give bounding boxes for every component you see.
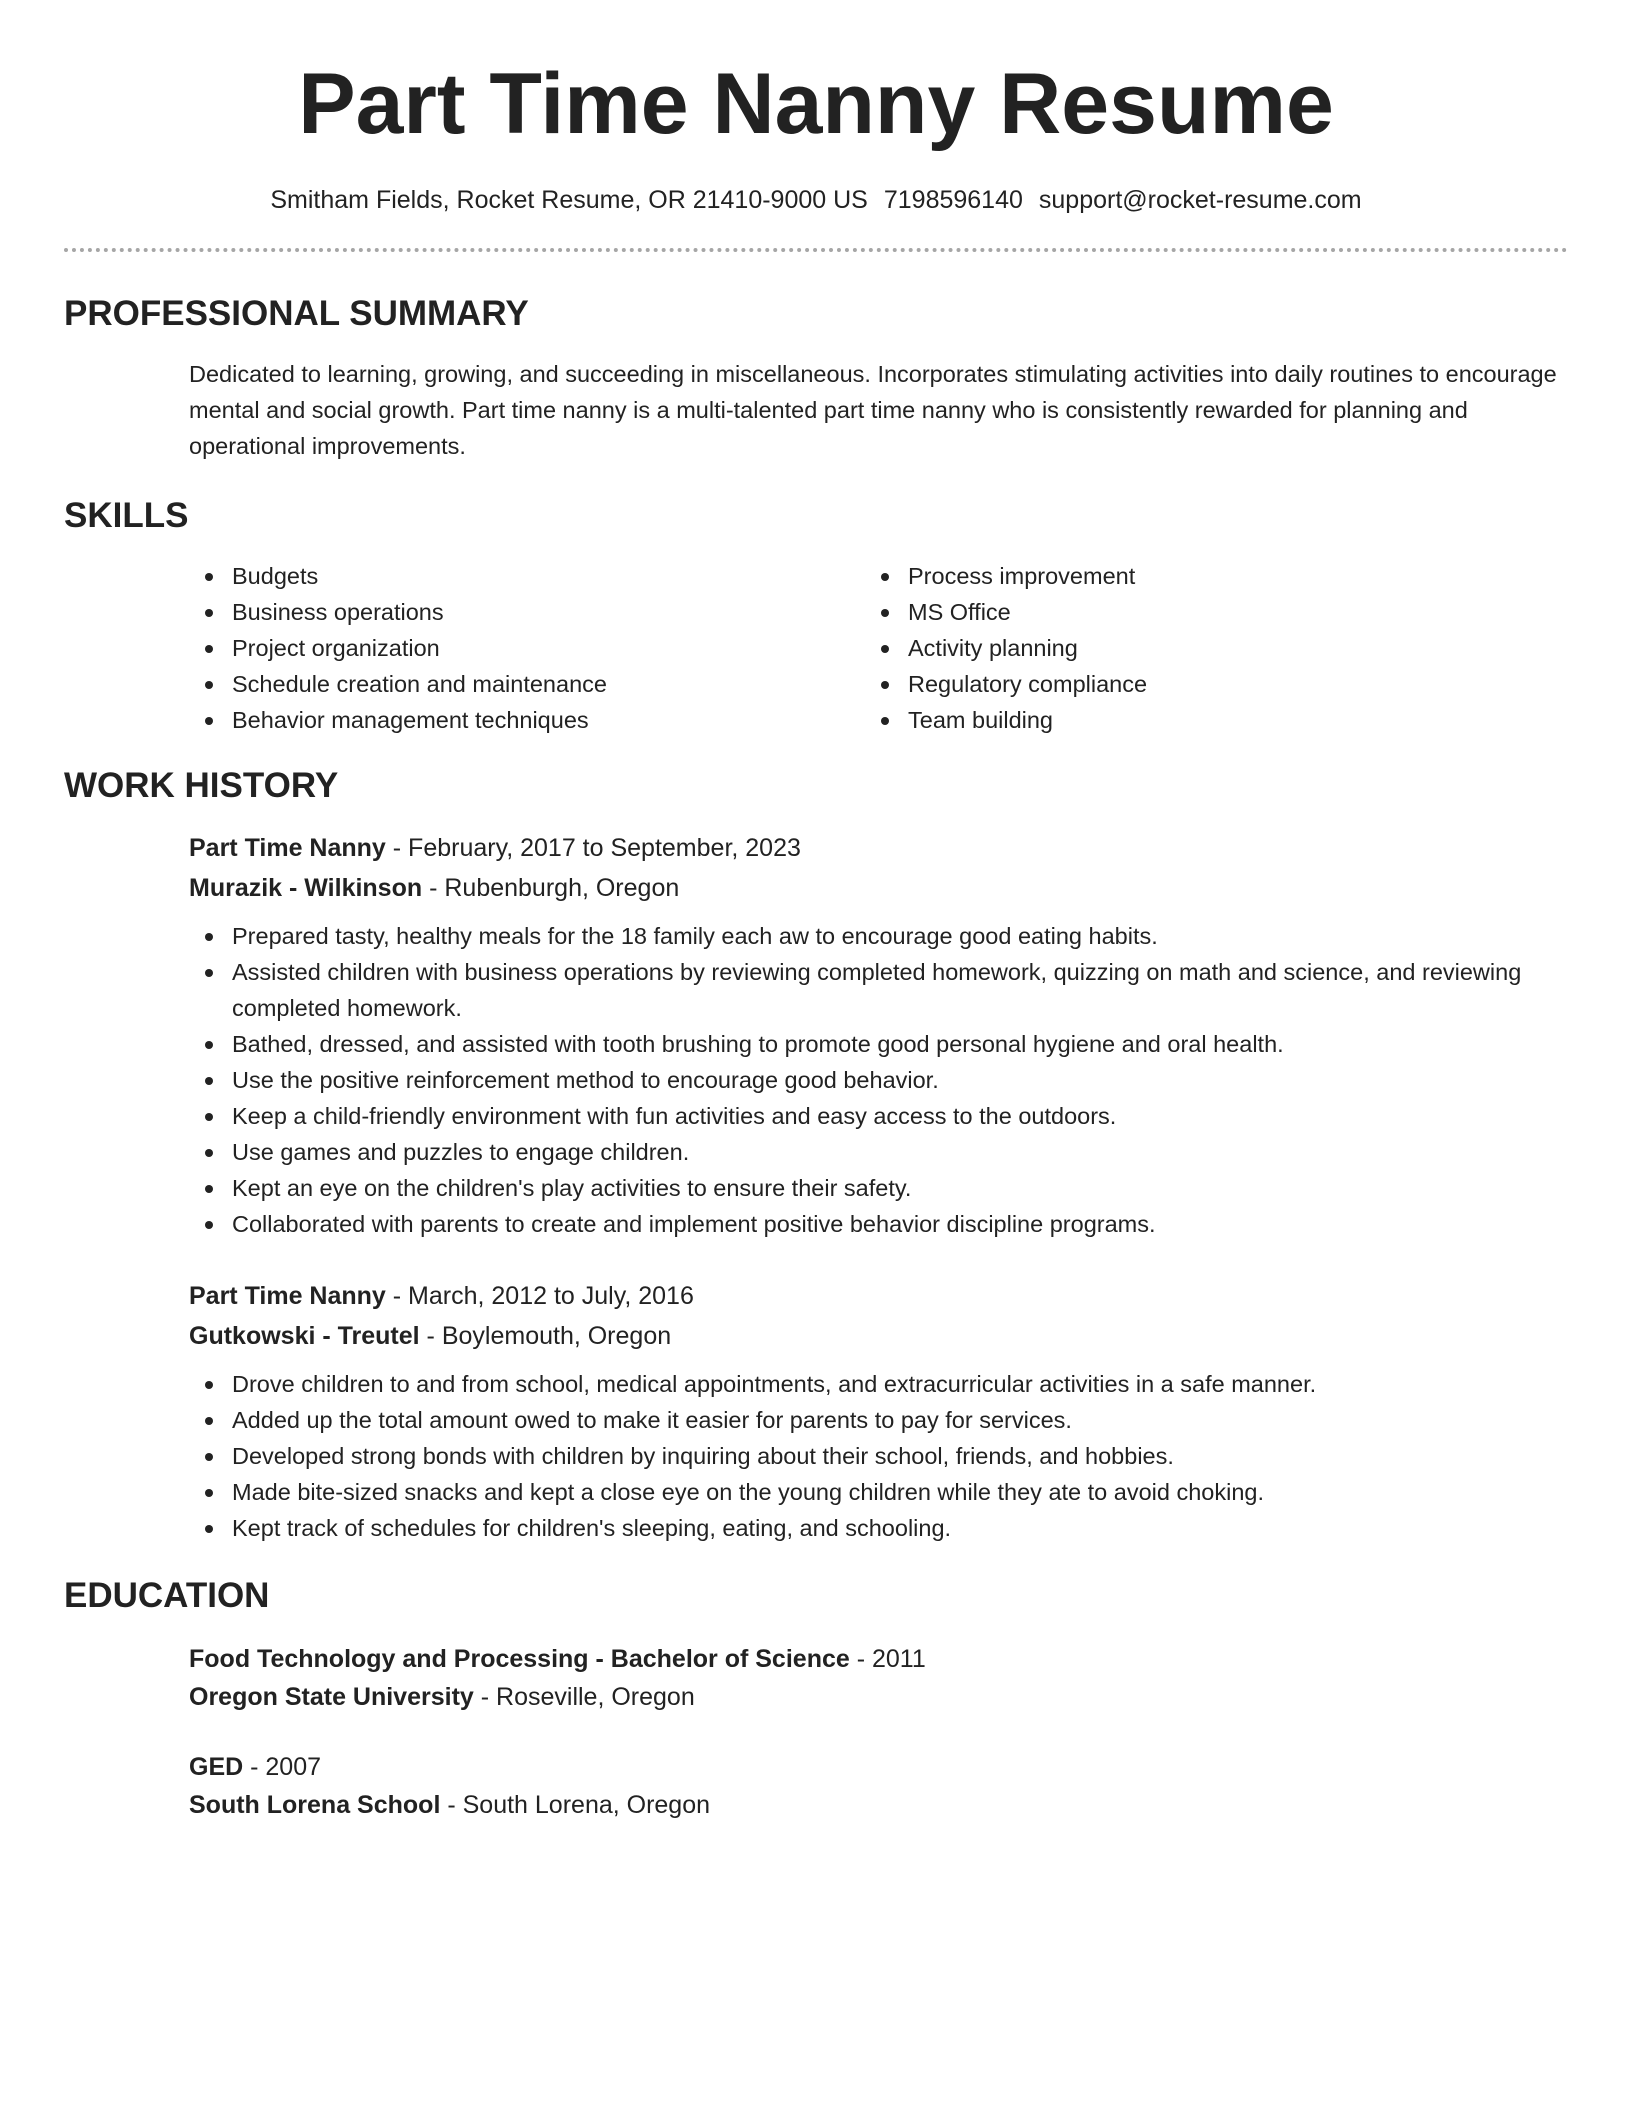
job-bullet: Keep a child-friendly environment with fun activities and easy access to the outdoors. <box>189 1098 1568 1134</box>
job-bullet: Prepared tasty, healthy meals for the 18 family each aw to encourage good eating habits. <box>189 918 1568 954</box>
summary-heading: PROFESSIONAL SUMMARY <box>64 294 529 333</box>
skills-heading: SKILLS <box>64 496 189 535</box>
job-bullets <box>189 1366 1568 1546</box>
education-location: - South Lorena, Oregon <box>440 1791 711 1819</box>
job-bullet: Collaborated with parents to create and implement positive behavior discipline programs. <box>189 1206 1568 1242</box>
skills-column-right <box>865 558 1541 738</box>
job-bullet: Drove children to and from school, medical appointments, and extracurricular activities in a safe manner. <box>189 1366 1568 1402</box>
skill-item: Schedule creation and maintenance <box>189 666 865 702</box>
education-degree: GED <box>189 1753 244 1781</box>
education-year: - 2007 <box>243 1753 322 1781</box>
job-company: Gutkowski - Treutel <box>189 1322 420 1350</box>
job-title-line <box>189 1276 1568 1316</box>
job-entry <box>189 828 1568 1242</box>
education-school: South Lorena School <box>189 1791 441 1819</box>
job-dates: - February, 2017 to September, 2023 <box>385 834 801 862</box>
education-year: - 2011 <box>849 1645 926 1673</box>
skill-item: Team building <box>865 702 1541 738</box>
job-location: - Boylemouth, Oregon <box>419 1322 672 1350</box>
job-bullet: Developed strong bonds with children by inquiring about their school, friends, and hobbies. <box>189 1438 1568 1474</box>
education-entry <box>189 1640 1568 1716</box>
skill-item: Project organization <box>189 630 865 666</box>
job-bullets <box>189 918 1568 1242</box>
skills-section <box>64 494 1568 738</box>
contact-line <box>64 184 1568 216</box>
skill-item: Activity planning <box>865 630 1541 666</box>
skill-item: Budgets <box>189 558 865 594</box>
summary-section <box>64 292 1568 464</box>
education-heading: EDUCATION <box>64 1576 270 1615</box>
education-location: - Roseville, Oregon <box>473 1683 695 1711</box>
skills-column-left <box>189 558 865 738</box>
skill-item: Business operations <box>189 594 865 630</box>
contact-phone: 7198596140 <box>883 186 1023 214</box>
job-location: - Rubenburgh, Oregon <box>422 874 680 902</box>
contact-email: support@rocket-resume.com <box>1038 186 1362 214</box>
job-company-line <box>189 868 1568 908</box>
resume-page <box>64 0 1568 1824</box>
education-degree-line <box>189 1748 1568 1786</box>
job-bullet: Kept an eye on the children's play activities to ensure their safety. <box>189 1170 1568 1206</box>
education-section <box>64 1574 1568 1824</box>
education-degree: Food Technology and Processing - Bachelor of Science <box>189 1645 850 1673</box>
job-company-line <box>189 1316 1568 1356</box>
education-degree-line <box>189 1640 1568 1678</box>
resume-title: Part Time Nanny Resume <box>298 56 1334 152</box>
job-entry <box>189 1276 1568 1546</box>
education-school-line <box>189 1786 1568 1824</box>
job-title: Part Time Nanny <box>189 1282 386 1310</box>
education-school: Oregon State University <box>189 1683 474 1711</box>
job-bullet: Use games and puzzles to engage children. <box>189 1134 1568 1170</box>
education-school-line <box>189 1678 1568 1716</box>
job-bullet: Made bite-sized snacks and kept a close eye on the young children while they ate to avoid choking. <box>189 1474 1568 1510</box>
contact-address: Smitham Fields, Rocket Resume, OR 21410-9000 US <box>270 186 868 214</box>
skill-item: MS Office <box>865 594 1541 630</box>
job-title: Part Time Nanny <box>189 834 386 862</box>
job-company: Murazik - Wilkinson <box>189 874 423 902</box>
skills-grid <box>189 558 1568 738</box>
summary-text: Dedicated to learning, growing, and succeeding in miscellaneous. Incorporates stimulating activities into daily routines to encourage mental and social growth. Part time nanny is a multi-talented part time nanny who is consistently rewarded for planning and operational improvements. <box>189 361 1557 459</box>
job-bullet: Use the positive reinforcement method to encourage good behavior. <box>189 1062 1568 1098</box>
job-dates: - March, 2012 to July, 2016 <box>385 1282 694 1310</box>
job-title-line <box>189 828 1568 868</box>
job-bullet: Bathed, dressed, and assisted with tooth brushing to promote good personal hygiene and oral health. <box>189 1026 1568 1062</box>
work-history-heading: WORK HISTORY <box>64 766 339 805</box>
job-bullet: Kept track of schedules for children's sleeping, eating, and schooling. <box>189 1510 1568 1546</box>
skill-item: Process improvement <box>865 558 1541 594</box>
skill-item: Regulatory compliance <box>865 666 1541 702</box>
job-bullet: Assisted children with business operations by reviewing completed homework, quizzing on math and science, and reviewing completed homework. <box>189 954 1568 1026</box>
job-bullet: Added up the total amount owed to make it easier for parents to pay for services. <box>189 1402 1568 1438</box>
skill-item: Behavior management techniques <box>189 702 865 738</box>
education-entry <box>189 1748 1568 1824</box>
work-history-section <box>64 764 1568 1546</box>
header-divider <box>64 248 1568 252</box>
